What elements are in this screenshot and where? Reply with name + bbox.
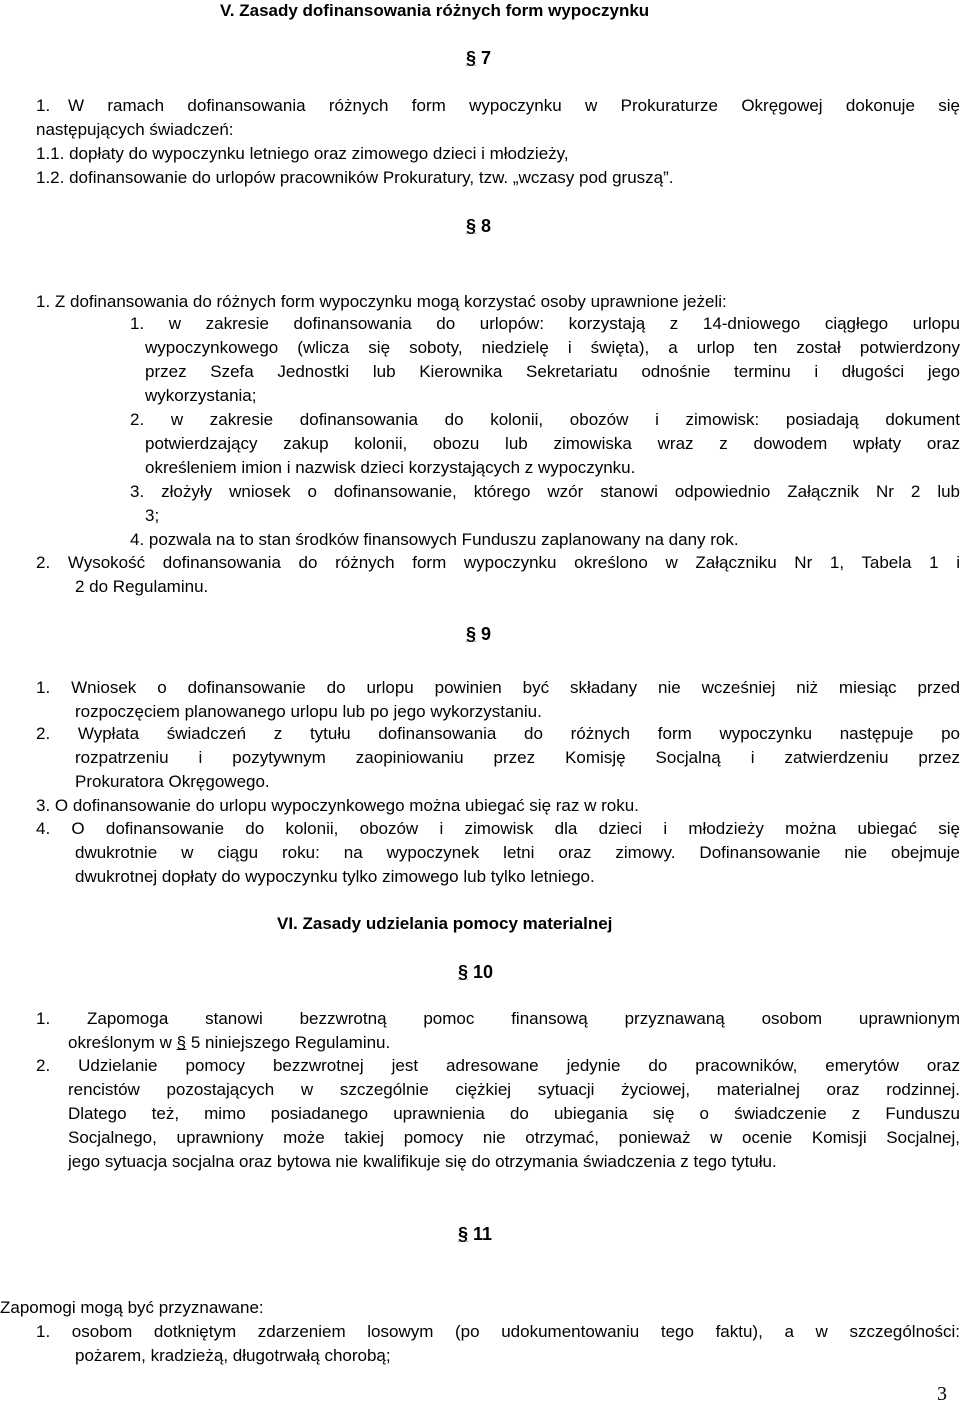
s8-p1: 1. Z dofinansowania do różnych form wypoczynku mogą korzystać osoby uprawnione jeżeli: <box>36 292 727 311</box>
s10-p2-line2: rencistów pozostających w szczególnie ciężkiej sytuacji życiowej, materialnej oraz rodzinnej. <box>68 1080 960 1099</box>
s9-p4-line3: dwukrotnej dopłaty do wypoczynku tylko zimowego lub tylko letniego. <box>75 867 595 886</box>
section-number: 10 <box>473 962 494 982</box>
s9-p2-line2: rozpatrzeniu i pozytywnym zaopiniowaniu przez Komisję Socjalną i zatwierdzeniu przez <box>75 748 960 767</box>
s9-p1-line1: 1. Wniosek o dofinansowanie do urlopu powinien być składany nie wcześniej niż miesiąc przed <box>36 678 960 697</box>
section-10-heading <box>458 960 493 984</box>
s11-p1-line1: 1. osobom dotkniętym zdarzeniem losowym (po udokumentowaniu tego faktu), a w szczególności: <box>36 1322 960 1341</box>
section-number: 9 <box>481 624 492 644</box>
s10-p2-line1: 2. Udzielanie pomocy bezzwrotnej jest adresowane jedynie do pracowników, emerytów oraz <box>36 1056 960 1075</box>
s7-p1-number: 1. <box>36 96 51 115</box>
s7-p1-line1: W ramach dofinansowania różnych form wypoczynku w Prokuraturze Okręgowej dokonuje się <box>68 96 960 115</box>
section-11-heading <box>458 1222 492 1246</box>
s11-intro: Zapomogi mogą być przyznawane: <box>0 1298 264 1317</box>
section-8-heading <box>466 214 491 238</box>
s10-p2-line5: jego sytuacja socjalna oraz bytowa nie kwalifikuje się do otrzymania świadczenia z tego tytułu. <box>68 1152 777 1171</box>
s10-p2-line4: Socjalnego, uprawniony może takiej pomocy nie otrzymać, ponieważ w ocenie Komisji Socjalnej, <box>68 1128 960 1147</box>
paragraph-sign: § <box>466 216 477 236</box>
s8-item4: 4. pozwala na to stan środków finansowych Funduszu zaplanowany na dany rok. <box>130 530 739 549</box>
s8-item1-line4: wykorzystania; <box>145 386 257 405</box>
s9-p1-line2: rozpoczęciem planowanego urlopu lub po jego wykorzystaniu. <box>75 702 542 721</box>
s9-p4-line1: 4. O dofinansowanie do kolonii, obozów i zimowisk dla dzieci i młodzieży można ubiegać się <box>36 819 960 838</box>
s10-p1-line2: określonym w § 5 niniejszego Regulaminu. <box>68 1033 391 1052</box>
s8-item3-line1: 3. złożyły wniosek o dofinansowanie, którego wzór stanowi odpowiednio Załącznik Nr 2 lub <box>130 482 960 501</box>
chapter-heading-vi: VI. Zasady udzielania pomocy materialnej <box>277 914 613 933</box>
s7-item-1-2: 1.2. dofinansowanie do urlopów pracowników Prokuratury, tzw. „wczasy pod gruszą”. <box>36 168 674 187</box>
paragraph-sign: § <box>458 1224 469 1244</box>
section-number: 11 <box>473 1224 493 1244</box>
chapter-heading-v: V. Zasady dofinansowania różnych form wypoczynku <box>220 1 650 20</box>
s11-p1-line2: pożarem, kradzieżą, długotrwałą chorobą; <box>75 1346 391 1365</box>
s8-p2-line2: 2 do Regulaminu. <box>75 577 209 596</box>
section-7-heading <box>466 46 491 70</box>
s8-item2-line2: potwierdzający zakup kolonii, obozu lub zimowiska wraz z dowodem wpłaty oraz <box>145 434 960 453</box>
s8-item2-line3: określeniem imion i nazwisk dzieci korzystających z wypoczynku. <box>145 458 636 477</box>
paragraph-sign: § <box>458 962 469 982</box>
s8-p2-line1: 2. Wysokość dofinansowania do różnych form wypoczynku określono w Załączniku Nr 1, Tabela 1 i <box>36 553 960 572</box>
s8-item1-line3: przez Szefa Jednostki lub Kierownika Sekretariatu odnośnie terminu i długości jego <box>145 362 960 381</box>
section-reference: § <box>176 1033 187 1052</box>
paragraph-sign: § <box>466 624 477 644</box>
s8-item1-line2: wypoczynkowego (wlicza się soboty, niedzielę i święta), a urlop ten został potwierdzony <box>145 338 960 357</box>
section-number: 8 <box>481 216 492 236</box>
s9-p2-line1: 2. Wypłata świadczeń z tytułu dofinansowania do różnych form wypoczynku następuje po <box>36 724 960 743</box>
section-9-heading <box>466 622 491 646</box>
s9-p2-line3: Prokuratora Okręgowego. <box>75 772 270 791</box>
paragraph-sign: § <box>466 48 477 68</box>
s7-p1-line2: następujących świadczeń: <box>36 120 234 139</box>
s8-item1-line1: 1. w zakresie dofinansowania do urlopów: korzystają z 14-dniowego ciągłego urlopu <box>130 314 960 333</box>
s8-item3-line2: 3; <box>145 506 160 525</box>
s9-p3: 3. O dofinansowanie do urlopu wypoczynkowego można ubiegać się raz w roku. <box>36 796 639 815</box>
s10-p2-line3: Dlatego też, mimo posiadanego uprawnienia do ubiegania się o świadczenie z Funduszu <box>68 1104 960 1123</box>
s9-p4-line2: dwukrotnie w ciągu roku: na wypoczynek letni oraz zimowy. Dofinansowanie nie obejmuje <box>75 843 960 862</box>
section-number: 7 <box>481 48 492 68</box>
s7-item-1-1: 1.1. dopłaty do wypoczynku letniego oraz zimowego dzieci i młodzieży, <box>36 144 569 163</box>
page-number: 3 <box>937 1383 947 1405</box>
s10-p1-line1: 1. Zapomoga stanowi bezzwrotną pomoc finansową przyznawaną osobom uprawnionym <box>36 1009 960 1028</box>
s8-item2-line1: 2. w zakresie dofinansowania do kolonii, obozów i zimowisk: posiadają dokument <box>130 410 960 429</box>
